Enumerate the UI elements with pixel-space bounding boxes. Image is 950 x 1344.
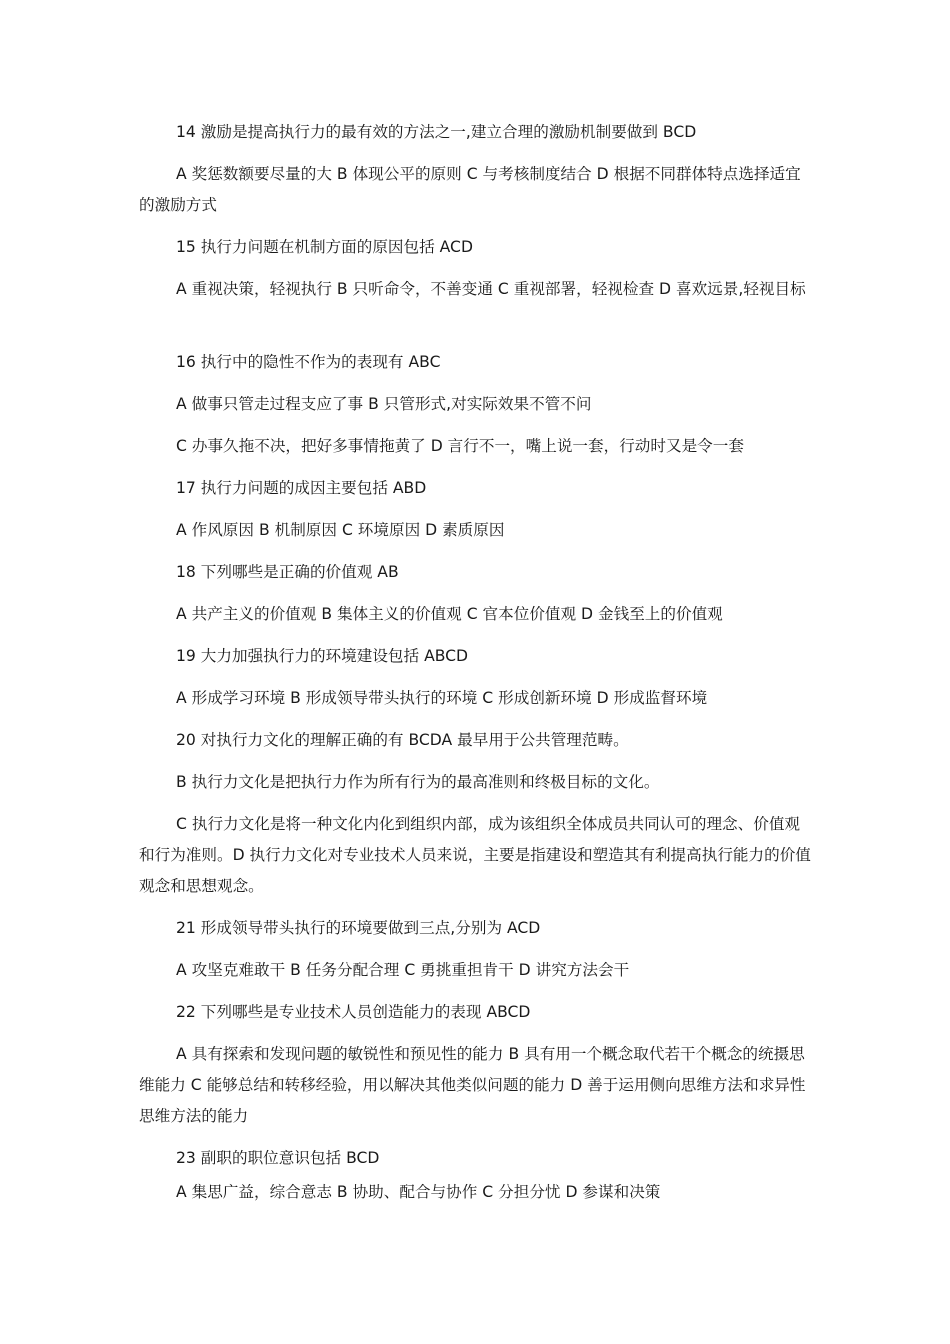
answer-options-14: A 奖惩数额要尽量的大 B 体现公平的原则 C 与考核制度结合 D 根据不同群体特点选择适宜的激励方式 xyxy=(139,165,801,214)
answer-options-16-line2: C 办事久拖不决，把好多事情拖黄了 D 言行不一，嘴上说一套，行动时又是令一套 xyxy=(176,437,744,455)
answer-options-17: A 作风原因 B 机制原因 C 环境原因 D 素质原因 xyxy=(176,521,505,539)
answer-options-23: A 集思广益，综合意志 B 协助、配合与协作 C 分担分忧 D 参谋和决策 xyxy=(176,1183,661,1201)
answer-option-20-b: B 执行力文化是把执行力作为所有行为的最高准则和终极目标的文化。 xyxy=(176,773,660,791)
question-16: 16 执行中的隐性不作为的表现有 ABC xyxy=(176,353,441,371)
question-21: 21 形成领导带头执行的环境要做到三点,分别为 ACD xyxy=(176,919,541,937)
answer-options-21: A 攻坚克难敢干 B 任务分配合理 C 勇挑重担肯干 D 讲究方法会干 xyxy=(176,961,630,979)
question-15: 15 执行力问题在机制方面的原因包括 ACD xyxy=(176,238,473,256)
answer-options-20-cd: C 执行力文化是将一种文化内化到组织内部，成为该组织全体成员共同认可的理念、价值观和行为准则。D 执行力文化对专业技术人员来说，主要是指建设和塑造其有利提高执行能力的价值观念和思想观念。 xyxy=(139,815,811,895)
question-22: 22 下列哪些是专业技术人员创造能力的表现 ABCD xyxy=(176,1003,531,1021)
question-19: 19 大力加强执行力的环境建设包括 ABCD xyxy=(176,647,469,665)
answer-options-16-line1: A 做事只管走过程支应了事 B 只管形式,对实际效果不管不问 xyxy=(176,395,592,413)
question-20: 20 对执行力文化的理解正确的有 BCDA 最早用于公共管理范畴。 xyxy=(176,731,629,749)
question-14: 14 激励是提高执行力的最有效的方法之一,建立合理的激励机制要做到 BCD xyxy=(176,123,697,141)
question-23: 23 副职的职位意识包括 BCD xyxy=(176,1149,380,1167)
answer-options-18: A 共产主义的价值观 B 集体主义的价值观 C 官本位价值观 D 金钱至上的价值观 xyxy=(176,605,723,623)
question-18: 18 下列哪些是正确的价值观 AB xyxy=(176,563,399,581)
answer-options-19: A 形成学习环境 B 形成领导带头执行的环境 C 形成创新环境 D 形成监督环境 xyxy=(176,689,708,707)
question-17: 17 执行力问题的成因主要包括 ABD xyxy=(176,479,427,497)
answer-options-22: A 具有探索和发现问题的敏锐性和预见性的能力 B 具有用一个概念取代若干个概念的统摄思维能力 C 能够总结和转移经验，用以解决其他类似问题的能力 D 善于运用侧向思维方法和求异性思维方法的能力 xyxy=(139,1045,806,1125)
answer-options-15: A 重视决策，轻视执行 B 只听命令，不善变通 C 重视部署，轻视检查 D 喜欢远景,轻视目标 xyxy=(176,280,806,298)
